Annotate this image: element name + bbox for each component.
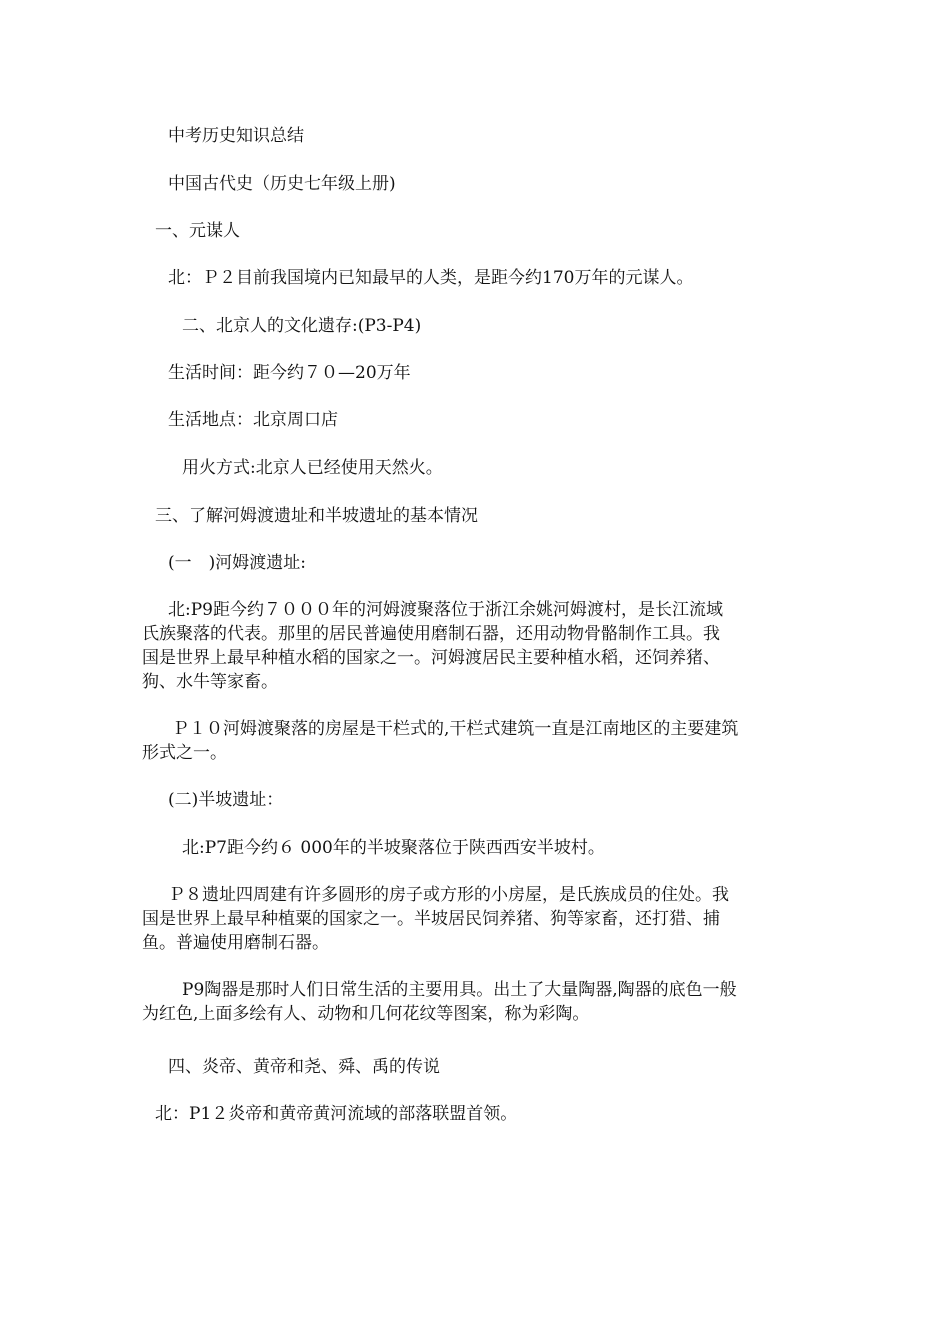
paragraph-line: 鱼。普遍使用磨制石器。 [142, 933, 329, 953]
document-title: 中考历史知识总结 [168, 126, 304, 146]
paragraph-line: 形式之一。 [142, 743, 227, 763]
section-heading-1: 一、元谋人 [155, 221, 240, 241]
paragraph-line: P9陶器是那时人们日常生活的主要用具。出土了大量陶器,陶器的底色一般 [182, 980, 737, 1000]
banpo-paragraph-2 [142, 883, 804, 955]
hemudu-paragraph-1 [142, 598, 804, 694]
section-heading-4: 四、炎帝、黄帝和尧、舜、禹的传说 [168, 1057, 440, 1077]
paragraph-line: 为红色,上面多绘有人、动物和几何花纹等图案，称为彩陶。 [142, 1004, 590, 1024]
paragraph-line: 氏族聚落的代表。那里的居民普遍使用磨制石器，还用动物骨骼制作工具。我 [142, 624, 720, 644]
document-subtitle: 中国古代史（历史七年级上册) [168, 174, 396, 194]
section-2-time: 生活时间：距今约７０—20万年 [168, 363, 411, 383]
paragraph-line: 北:P9距今约７０００年的河姆渡聚落位于浙江余姚河姆渡村，是长江流域 [168, 600, 723, 620]
paragraph-line: 国是世界上最早种植粟的国家之一。半坡居民饲养猪、狗等家畜，还打猎、捕 [142, 909, 720, 929]
paragraph-line: 国是世界上最早种植水稻的国家之一。河姆渡居民主要种植水稻，还饲养猪、 [142, 648, 720, 668]
paragraph-line: Ｐ１０河姆渡聚落的房屋是干栏式的,干栏式建筑一直是江南地区的主要建筑 [172, 719, 739, 739]
hemudu-paragraph-2 [142, 717, 804, 765]
banpo-paragraph-3 [142, 978, 804, 1026]
banpo-paragraph-1: 北:P7距今约６ 000年的半坡聚落位于陕西西安半坡村。 [182, 838, 605, 858]
subsection-heading-hemudu: (一 )河姆渡遗址: [168, 553, 306, 573]
section-text-4: 北：P1２炎帝和黄帝黄河流域的部落联盟首领。 [155, 1104, 518, 1124]
section-2-fire: 用火方式:北京人已经使用天然火。 [182, 458, 443, 478]
subsection-heading-banpo: (二)半坡遗址： [168, 790, 284, 810]
paragraph-line: 狗、水牛等家畜。 [142, 672, 278, 692]
section-heading-2: 二、北京人的文化遗存:(P3-P4) [182, 316, 422, 336]
section-2-place: 生活地点：北京周口店 [168, 410, 338, 430]
paragraph-line: Ｐ８遗址四周建有许多圆形的房子或方形的小房屋，是氏族成员的住处。我 [168, 885, 729, 905]
section-text-1: 北：Ｐ２目前我国境内已知最早的人类，是距今约170万年的元谋人。 [168, 268, 694, 288]
section-heading-3: 三、了解河姆渡遗址和半坡遗址的基本情况 [155, 506, 478, 526]
